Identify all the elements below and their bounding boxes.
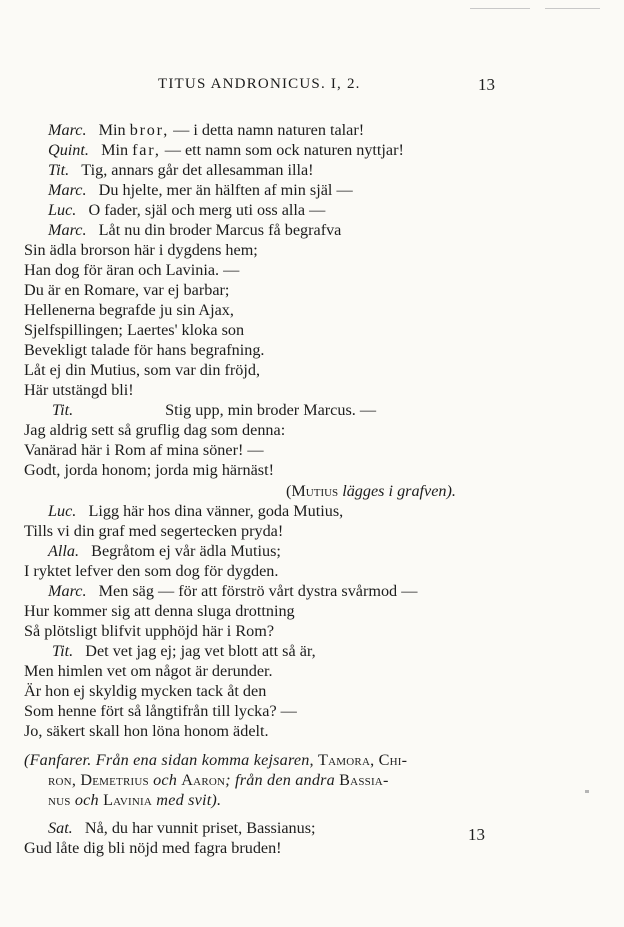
verse-line: Han dog för äran och Lavinia. — <box>24 261 240 279</box>
character-name: Mutius <box>291 482 339 500</box>
verse-line: Marc. Du hjelte, mer än hälften af min själ — <box>48 181 353 199</box>
verse-line: Tit. Stig upp, min broder Marcus. — <box>52 401 377 419</box>
footer-page-number: 13 <box>468 825 485 844</box>
speaker-name: Alla. <box>48 542 80 560</box>
page-number: 13 <box>478 75 495 94</box>
character-name: Aaron <box>181 771 226 789</box>
verse-line: Jo, säkert skall hon löna honom ädelt. <box>24 722 269 740</box>
speaker-name: Tit. <box>48 161 70 179</box>
character-name: Tamora <box>318 751 371 769</box>
verse-line: Godt, jorda honom; jorda mig härnäst! <box>24 461 274 479</box>
speaker-name: Marc. <box>48 181 87 199</box>
stage-direction-line-1: (Fanfarer. Från ena sidan komma kejsaren, Tamora, Chi- <box>24 751 408 769</box>
verse-line: Sjelfspillingen; Laertes' kloka son <box>24 321 245 339</box>
verse-line: Bevekligt talade för hans begrafning. <box>24 341 265 359</box>
speaker-name: Sat. <box>48 819 73 837</box>
stage-direction-line-2: ron, Demetrius och Aaron; från den andra Bassia- <box>48 771 389 789</box>
verse-line: Marc. Min bror, — i detta namn naturen talar! <box>48 121 365 139</box>
character-name: Demetrius <box>80 771 149 789</box>
verse-line: Marc. Men säg — för att förströ vårt dystra svårmod — <box>48 582 418 600</box>
speaker-name: Quint. <box>48 141 89 159</box>
character-name: Chi- <box>378 751 408 769</box>
running-header <box>0 76 624 98</box>
verse-line: Luc. O fader, själ och merg uti oss alla — <box>48 201 326 219</box>
verse-line: Hur kommer sig att denna sluga drottning <box>24 602 295 620</box>
verse-line: Tit. Tig, annars går det allesamman illa! <box>48 161 314 179</box>
running-title: TITUS ANDRONICUS. I, 2. <box>158 76 361 92</box>
character-name: nus <box>48 791 71 809</box>
inline-stage-direction: (Mutius lägges i grafven). <box>286 482 456 500</box>
verse-line: Vanärad här i Rom af mina söner! — <box>24 441 264 459</box>
scan-artifact <box>545 8 600 9</box>
character-name: Bassia- <box>339 771 389 789</box>
verse-line: Sin ädla brorson här i dygdens hem; <box>24 241 258 259</box>
verse-line: Luc. Ligg här hos dina vänner, goda Mutius, <box>48 502 344 520</box>
speaker-name: Luc. <box>48 201 77 219</box>
stage-direction-line-3: nus och Lavinia med svit). <box>48 791 222 809</box>
speaker-name: Luc. <box>48 502 77 520</box>
character-name: ron <box>48 771 72 789</box>
verse-line: Jag aldrig sett så gruflig dag som denna: <box>24 421 286 439</box>
verse-line: Hellenerna begrafde ju sin Ajax, <box>24 301 234 319</box>
speaker-name: Tit. <box>52 642 74 660</box>
scan-artifact <box>470 8 530 9</box>
speaker-name: Tit. <box>52 401 74 419</box>
character-name: Lavinia <box>103 791 153 809</box>
verse-line: Sat. Nå, du har vunnit priset, Bassianus; <box>48 819 316 837</box>
speaker-name: Marc. <box>48 582 87 600</box>
speaker-name: Marc. <box>48 221 87 239</box>
verse-line: Tills vi din graf med segertecken pryda! <box>24 522 284 540</box>
scan-artifact <box>585 790 589 793</box>
verse-line: Som henne fört så långtifrån till lycka? — <box>24 702 297 720</box>
verse-line: Tit. Det vet jag ej; jag vet blott att så är, <box>52 642 316 660</box>
verse-line: Här utstängd bli! <box>24 381 134 399</box>
verse-line: Marc. Låt nu din broder Marcus få begrafva <box>48 221 342 239</box>
verse-line: Du är en Romare, var ej barbar; <box>24 281 230 299</box>
verse-line: Alla. Begråtom ej vår ädla Mutius; <box>48 542 281 560</box>
verse-line: Är hon ej skyldig mycken tack åt den <box>24 682 267 700</box>
verse-line: Gud låte dig bli nöjd med fagra bruden! <box>24 839 282 857</box>
verse-line: I ryktet lefver den som dog för dygden. <box>24 562 279 580</box>
verse-line: Quint. Min far, — ett namn som ock naturen nyttjar! <box>48 141 404 159</box>
verse-line: Låt ej din Mutius, som var din fröjd, <box>24 361 261 379</box>
speaker-name: Marc. <box>48 121 87 139</box>
verse-line: Men himlen vet om något är derunder. <box>24 662 273 680</box>
verse-line: Så plötsligt blifvit upphöjd här i Rom? <box>24 622 274 640</box>
